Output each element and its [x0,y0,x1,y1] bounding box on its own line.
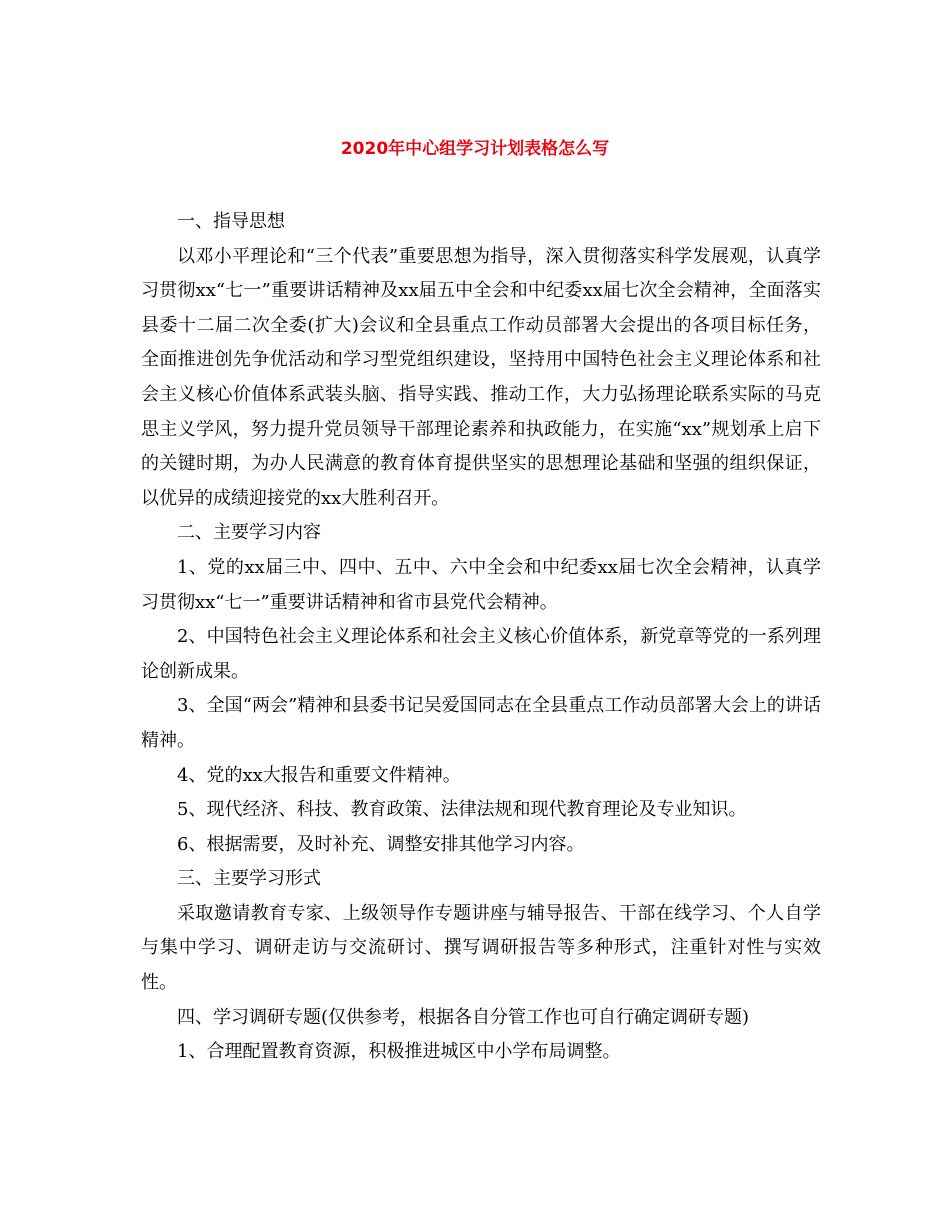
list-item-study-content-1: 1、党的xx届三中、四中、五中、六中全会和中纪委xx届七次全会精神，认真学习贯彻xx“七一”重要讲话精神和省市县党代会精神。 [141,556,821,613]
list-item-study-content-3: 3、全国“两会”精神和县委书记吴爱国同志在全县重点工作动员部署大会上的讲话精神。 [141,695,821,751]
section-heading-study-forms: 三、主要学习形式 [177,868,321,890]
section-heading-study-content: 二、主要学习内容 [177,522,321,544]
list-item-study-content-4: 4、党的xx大报告和重要文件精神。 [177,764,461,786]
document-title: 2020年中心组学习计划表格怎么写 [340,139,610,159]
section-heading-guiding-ideology: 一、指导思想 [177,211,285,232]
paragraph-guiding-ideology: 以邓小平理论和“三个代表”重要思想为指导，深入贯彻落实科学发展观，认真学习贯彻xx“七一”重要讲话精神及xx届五中全会和中纪委xx届七次全会精神，全面落实县委十二届二次全委(扩大)会议和全县重点工作动员部署大会提出的各项目标任务，全面推进创先争优活动和学习型党组织建设，坚持用中国特色社会主义理论体系和社会主义核心价值体系武装头脑、指导实践、推动工作，大力弘扬理论联系实际的马克思主义学风，努力提升党员领导干部理论素养和执政能力，在实施“xx”规划承上启下的关键时期，为办人民满意的教育体育提供坚实的思想理论基础和坚强的组织保证，以优异的成绩迎接党的xx大胜利召开。 [141,245,821,509]
list-item-study-content-5: 5、现代经济、科技、教育政策、法律法规和现代教育理论及专业知识。 [177,799,747,821]
document-body [141,205,821,1070]
section-heading-research-topics: 四、学习调研专题(仅供参考，根据各自分管工作也可自行确定调研专题) [177,1006,750,1028]
list-item-research-topic-1: 1、合理配置教育资源，积极推进城区中小学布局调整。 [177,1041,621,1063]
list-item-study-content-6: 6、根据需要，及时补充、调整安排其他学习内容。 [177,833,585,855]
paragraph-study-forms: 采取邀请教育专家、上级领导作专题讲座与辅导报告、干部在线学习、个人自学与集中学习、调研走访与交流研讨、撰写调研报告等多种形式，注重针对性与实效性。 [141,902,821,994]
list-item-study-content-2: 2、中国特色社会主义理论体系和社会主义核心价值体系，新党章等党的一系列理论创新成果。 [141,626,821,682]
